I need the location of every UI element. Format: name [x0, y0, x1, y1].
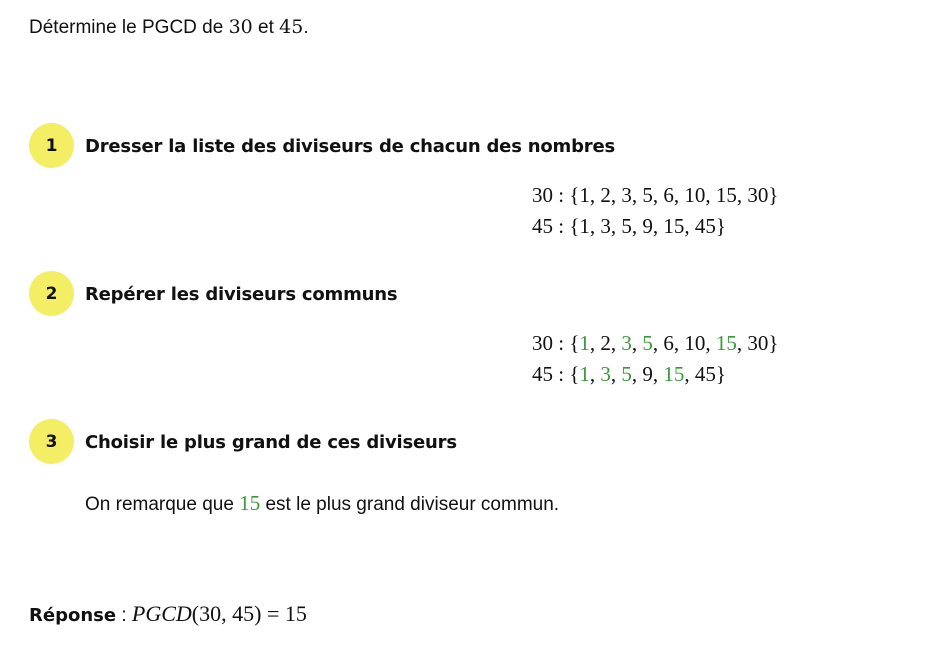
step-number-badge: 1 — [29, 123, 74, 168]
answer-equals: = — [261, 601, 285, 626]
set-separator: , — [610, 362, 622, 386]
answer-args: (30, 45) — [191, 601, 262, 626]
answer-separator: : — [116, 605, 132, 626]
divisor-row-number: 45 — [532, 362, 553, 386]
answer-result: 15 — [284, 601, 307, 626]
divisor-row-30-highlighted — [532, 328, 779, 359]
divisor-value: 1 — [579, 183, 590, 207]
question-suffix: . — [303, 17, 309, 38]
set-separator: , — [589, 362, 601, 386]
divisor-value: 9 — [642, 362, 653, 386]
set-separator: , — [673, 331, 685, 355]
set-separator: , — [589, 214, 601, 238]
divisor-value: 30 — [747, 183, 769, 207]
divisor-value: 5 — [642, 183, 653, 207]
divisor-value: 1 — [579, 214, 590, 238]
divisor-value: 15 — [663, 214, 685, 238]
divisor-lists-plain — [532, 180, 779, 242]
set-close-brace: } — [715, 214, 727, 238]
remark-text — [85, 491, 559, 516]
set-open-brace: : { — [553, 362, 580, 386]
question-number-b: 45 — [279, 16, 304, 38]
remark-suffix: est le plus grand diviseur commun. — [260, 494, 560, 515]
step-title: Dresser la liste des diviseurs de chacun des nombres — [85, 136, 615, 157]
answer-formula — [132, 601, 307, 626]
set-separator: , — [652, 362, 664, 386]
set-separator: , — [673, 183, 685, 207]
question-middle: et — [252, 17, 280, 38]
divisor-row-number: 45 — [532, 214, 553, 238]
set-separator: , — [610, 214, 622, 238]
set-separator: , — [652, 214, 664, 238]
divisor-value: 9 — [642, 214, 653, 238]
divisor-value: 30 — [747, 331, 769, 355]
divisor-value: 10 — [684, 331, 706, 355]
set-open-brace: : { — [553, 214, 580, 238]
set-separator: , — [705, 183, 716, 207]
question-number-a: 30 — [228, 16, 253, 38]
set-separator: , — [589, 331, 601, 355]
set-separator: , — [684, 214, 695, 238]
set-close-brace: } — [768, 331, 779, 355]
divisor-value: 3 — [600, 214, 611, 238]
common-divisor-value: 15 — [663, 362, 685, 386]
set-separator: , — [736, 331, 748, 355]
answer-line — [29, 601, 307, 627]
divisor-lists-highlighted — [532, 328, 779, 390]
set-open-brace: : { — [553, 183, 580, 207]
common-divisor-value: 5 — [621, 362, 632, 386]
set-separator: , — [631, 183, 643, 207]
set-separator: , — [631, 331, 643, 355]
set-open-brace: : { — [553, 331, 580, 355]
set-separator: , — [705, 331, 716, 355]
set-separator: , — [589, 183, 601, 207]
set-separator: , — [652, 331, 664, 355]
divisor-value: 45 — [694, 362, 716, 386]
remark-value: 15 — [239, 491, 261, 515]
divisor-row-45 — [532, 211, 779, 242]
common-divisor-value: 15 — [715, 331, 737, 355]
divisor-row-number: 30 — [532, 183, 553, 207]
common-divisor-value: 5 — [642, 331, 653, 355]
question-prefix: Détermine le PGCD de — [29, 17, 229, 38]
remark-prefix: On remarque que — [85, 494, 240, 515]
answer-label: Réponse — [29, 605, 117, 626]
divisor-value: 3 — [621, 183, 632, 207]
divisor-row-45-highlighted — [532, 359, 779, 390]
set-separator: , — [736, 183, 748, 207]
divisor-value: 2 — [600, 331, 611, 355]
set-separator: , — [631, 214, 643, 238]
divisor-row-30 — [532, 180, 779, 211]
step-number-badge: 3 — [29, 419, 74, 464]
set-close-brace: } — [768, 183, 779, 207]
step-title: Choisir le plus grand de ces diviseurs — [85, 432, 457, 453]
divisor-value: 6 — [663, 331, 674, 355]
step-title: Repérer les diviseurs communs — [85, 284, 398, 305]
set-separator: , — [610, 183, 622, 207]
set-separator: , — [652, 183, 664, 207]
common-divisor-value: 1 — [579, 362, 590, 386]
set-separator: , — [684, 362, 695, 386]
set-separator: , — [610, 331, 622, 355]
divisor-value: 15 — [715, 183, 737, 207]
divisor-value: 2 — [600, 183, 611, 207]
common-divisor-value: 1 — [579, 331, 590, 355]
step-number-badge: 2 — [29, 271, 74, 316]
set-separator: , — [631, 362, 643, 386]
answer-function: PGCD — [131, 601, 192, 626]
set-close-brace: } — [715, 362, 727, 386]
question-text — [29, 14, 309, 41]
common-divisor-value: 3 — [621, 331, 632, 355]
divisor-value: 5 — [621, 214, 632, 238]
divisor-value: 6 — [663, 183, 674, 207]
divisor-value: 10 — [684, 183, 706, 207]
common-divisor-value: 3 — [600, 362, 611, 386]
divisor-value: 45 — [694, 214, 716, 238]
divisor-row-number: 30 — [532, 331, 553, 355]
